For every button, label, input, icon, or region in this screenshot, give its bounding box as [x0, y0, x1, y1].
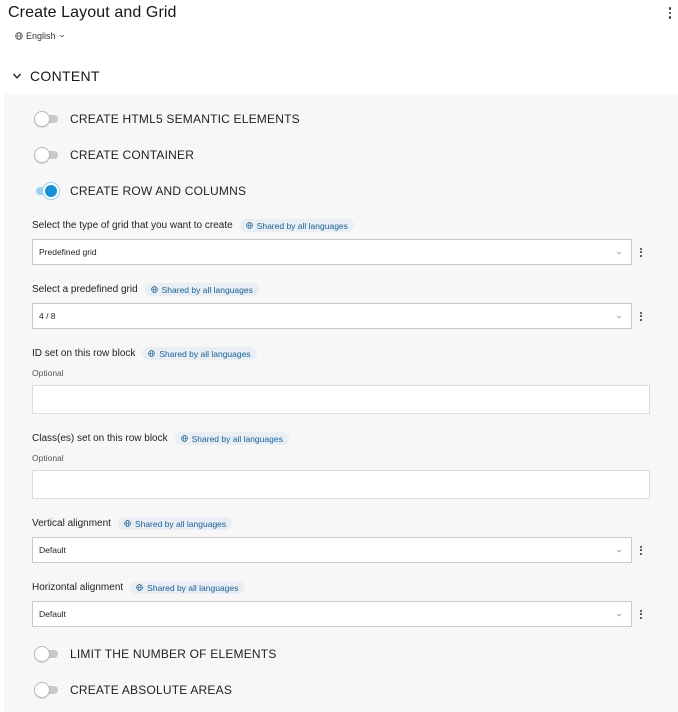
field-label: Select a predefined grid	[32, 284, 138, 295]
more-options-icon[interactable]	[664, 6, 676, 20]
globe-icon	[181, 435, 188, 442]
field-options-icon[interactable]	[638, 544, 644, 556]
predefined-grid-label-row	[32, 283, 259, 296]
limit-elements-toggle[interactable]	[34, 646, 277, 662]
content-section-toggle[interactable]	[12, 68, 100, 84]
shared-badge	[175, 432, 289, 445]
field-label: ID set on this row block	[32, 348, 136, 359]
horizontal-alignment-select[interactable]	[32, 601, 632, 627]
vertical-alignment-select[interactable]	[32, 537, 632, 563]
shared-badge-text: Shared by all languages	[161, 284, 253, 295]
shared-badge	[118, 517, 232, 530]
language-label: English	[26, 31, 56, 41]
chevron-down-icon	[59, 33, 65, 39]
shared-badge	[240, 219, 354, 232]
shared-badge-text: Shared by all languages	[191, 433, 283, 444]
shared-badge-text: Shared by all languages	[159, 348, 251, 359]
toggle-switch[interactable]	[34, 183, 59, 199]
toggle-switch[interactable]	[34, 646, 59, 662]
toggle-switch[interactable]	[34, 111, 59, 127]
field-label: Select the type of grid that you want to create	[32, 220, 233, 231]
field-options-icon[interactable]	[638, 310, 644, 322]
field-label: Horizontal alignment	[32, 582, 124, 593]
shared-badge-text: Shared by all languages	[134, 518, 227, 529]
page-title: Create Layout and Grid	[8, 4, 177, 21]
field-label: Class(es) set on this row block	[32, 433, 168, 444]
predefined-grid-select[interactable]	[32, 303, 632, 329]
grid-type-label-row	[32, 219, 354, 232]
select-value: 4 / 8	[39, 311, 56, 321]
toggle-switch[interactable]	[34, 682, 59, 698]
chevron-down-icon	[616, 250, 622, 256]
row-id-input[interactable]	[32, 385, 650, 414]
horizontal-alignment-label-row	[32, 581, 244, 594]
select-value: Predefined grid	[39, 247, 97, 257]
chevron-down-icon	[616, 314, 622, 320]
globe-icon	[151, 286, 158, 293]
globe-icon	[148, 350, 155, 357]
toggle-label: CREATE ABSOLUTE AREAS	[70, 683, 233, 697]
grid-type-select[interactable]	[32, 239, 632, 265]
vertical-alignment-label-row	[32, 517, 232, 530]
globe-icon	[124, 520, 131, 527]
field-label: Vertical alignment	[32, 518, 111, 529]
toggle-label: CREATE CONTAINER	[70, 148, 195, 162]
optional-hint: Optional	[32, 368, 64, 378]
shared-badge-text: Shared by all languages	[147, 582, 239, 593]
chevron-down-icon	[12, 71, 22, 81]
row-id-label-row	[32, 347, 257, 360]
shared-badge	[142, 347, 256, 360]
shared-badge	[130, 581, 244, 594]
field-options-icon[interactable]	[638, 246, 644, 258]
row-class-input[interactable]	[32, 470, 650, 499]
row-columns-toggle[interactable]	[34, 183, 246, 199]
row-class-label-row	[32, 432, 289, 445]
select-value: Default	[39, 609, 66, 619]
toggle-switch[interactable]	[34, 147, 59, 163]
globe-icon	[15, 32, 23, 40]
absolute-areas-toggle[interactable]	[34, 682, 232, 698]
container-toggle[interactable]	[34, 147, 194, 163]
shared-badge	[145, 283, 259, 296]
language-selector[interactable]	[15, 31, 65, 41]
optional-hint: Optional	[32, 453, 64, 463]
select-value: Default	[39, 545, 66, 555]
globe-icon	[136, 584, 143, 591]
html5-elements-toggle[interactable]	[34, 111, 300, 127]
chevron-down-icon	[616, 612, 622, 618]
field-options-icon[interactable]	[638, 608, 644, 620]
toggle-label: LIMIT THE NUMBER OF ELEMENTS	[70, 647, 277, 661]
globe-icon	[246, 222, 253, 229]
toggle-label: CREATE ROW AND COLUMNS	[70, 184, 247, 198]
toggle-label: CREATE HTML5 SEMANTIC ELEMENTS	[70, 112, 300, 126]
section-title: CONTENT	[30, 68, 100, 84]
chevron-down-icon	[616, 548, 622, 554]
shared-badge-text: Shared by all languages	[256, 220, 348, 231]
